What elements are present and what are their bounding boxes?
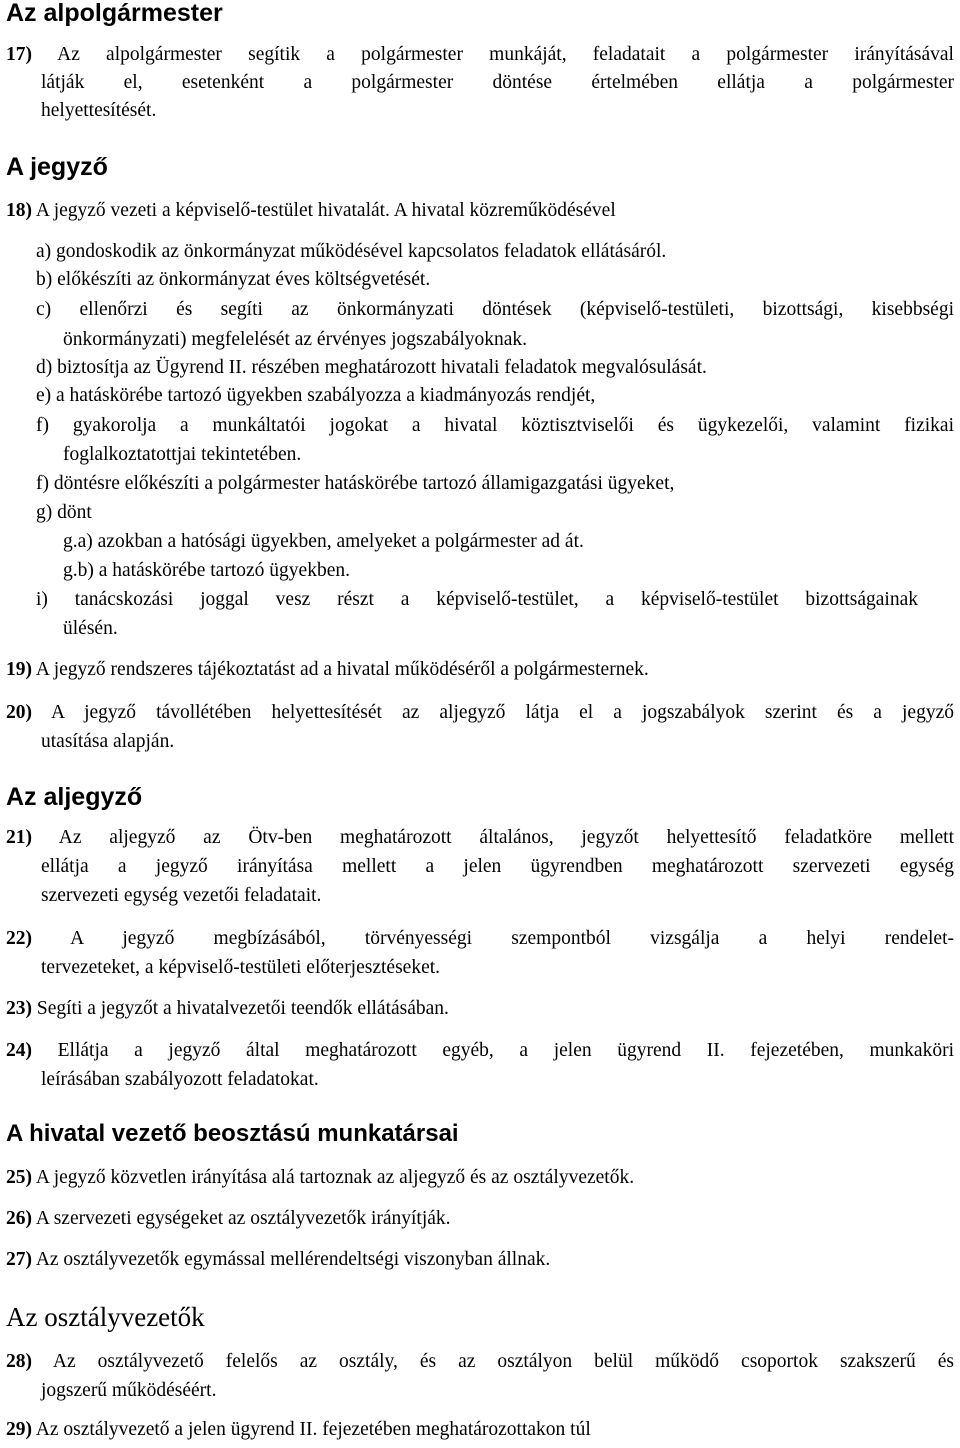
- section-18-item-g: g) dönt: [36, 502, 92, 523]
- section-number: 18): [6, 200, 32, 221]
- section-18-item-i-cont: ülésén.: [63, 618, 118, 639]
- section-number: 17): [6, 44, 32, 65]
- section-number: 24): [6, 1040, 32, 1061]
- section-29-line-1: 29) Az osztályvezető a jelen ügyrend II. fejezetében meghatározottakon túl: [6, 1419, 591, 1440]
- section-18-item-b: b) előkészíti az önkormányzat éves költségvetését.: [36, 269, 431, 290]
- section-number: 19): [6, 659, 32, 680]
- section-17-line-2: látják el, esetenként a polgármester döntése értelmében ellátja a polgármester: [41, 72, 954, 93]
- section-number: 25): [6, 1167, 32, 1188]
- section-20-line-1: 20) A jegyző távollétében helyettesítését az aljegyző látja el a jogszabályok szerint és a jegyző: [6, 702, 954, 723]
- section-18-item-ga: g.a) azokban a hatósági ügyekben, amelyeket a polgármester ad át.: [63, 531, 584, 552]
- section-21-line-1: 21) Az aljegyző az Ötv-ben meghatározott általános, jegyzőt helyettesítő feladatköre mellett: [6, 827, 954, 848]
- section-28-line-2: jogszerű működéséért.: [41, 1380, 217, 1401]
- section-23-line-1: 23) Segíti a jegyzőt a hivatalvezetői teendők ellátásában.: [6, 998, 449, 1019]
- section-21-line-3: szervezeti egység vezetői feladatait.: [41, 885, 322, 906]
- section-18-item-f: f) gyakorolja a munkáltatói jogokat a hivatal köztisztviselői és ügykezelői, valamint fizikai: [36, 415, 954, 436]
- section-17-line-1: 17) Az alpolgármester segítik a polgármester munkáját, feladatait a polgármester irányításával: [6, 44, 954, 65]
- section-number: 23): [6, 998, 32, 1019]
- heading-osztalyvezetok: Az osztályvezetők: [6, 1302, 205, 1332]
- section-18-item-f-cont: foglalkoztatottjai tekintetében.: [63, 444, 302, 465]
- heading-alpolgarmester: Az alpolgármester: [6, 0, 223, 27]
- section-number: 26): [6, 1208, 32, 1229]
- section-24-line-2: leírásában szabályozott feladatokat.: [41, 1069, 319, 1090]
- section-25-line-1: 25) A jegyző közvetlen irányítása alá tartoznak az aljegyző és az osztályvezetők.: [6, 1167, 635, 1188]
- section-26-line-1: 26) A szervezeti egységeket az osztályvezetők irányítják.: [6, 1208, 451, 1229]
- section-22-line-2: tervezeteket, a képviselő-testületi előterjesztéseket.: [41, 957, 441, 978]
- section-17-line-3: helyettesítését.: [41, 100, 157, 121]
- section-22-line-1: 22) A jegyző megbízásából, törvényességi szempontból vizsgálja a helyi rendelet-: [6, 928, 954, 949]
- section-28-line-1: 28) Az osztályvezető felelős az osztály, és az osztályon belül működő csoportok szakszerű és: [6, 1351, 954, 1372]
- section-18-item-e: e) a hatáskörébe tartozó ügyekben szabályozza a kiadmányozás rendjét,: [36, 385, 596, 406]
- section-18-item-a: a) gondoskodik az önkormányzat működésével kapcsolatos feladatok ellátásáról.: [36, 241, 667, 262]
- section-18-item-gb: g.b) a hatáskörébe tartozó ügyekben.: [63, 560, 350, 581]
- section-number: 28): [6, 1351, 32, 1372]
- section-18-item-i: i) tanácskozási joggal vesz részt a képviselő-testület, a képviselő-testület bizottságainak: [36, 589, 918, 610]
- section-18-item-f2: f) döntésre előkészíti a polgármester hatáskörébe tartozó államigazgatási ügyeket,: [36, 473, 675, 494]
- section-number: 21): [6, 827, 32, 848]
- section-number: 20): [6, 702, 32, 723]
- section-20-line-2: utasítása alapján.: [41, 731, 175, 752]
- section-18-item-c-cont: önkormányzati) megfelelését az érvényes jogszabályoknak.: [63, 329, 528, 350]
- section-18-item-c: c) ellenőrzi és segíti az önkormányzati döntések (képviselő-testületi, bizottsági, kisebbségi: [36, 299, 954, 320]
- heading-jegyzo: A jegyző: [6, 153, 108, 181]
- section-19-line-1: 19) A jegyző rendszeres tájékoztatást ad a hivatal működéséről a polgármesternek.: [6, 659, 649, 680]
- section-number: 29): [6, 1419, 32, 1440]
- section-24-line-1: 24) Ellátja a jegyző által meghatározott egyéb, a jelen ügyrend II. fejezetében, munkaköri: [6, 1040, 954, 1061]
- section-21-line-2: ellátja a jegyző irányítása mellett a jelen ügyrendben meghatározott szervezeti egység: [41, 856, 954, 877]
- section-18-item-d: d) biztosítja az Ügyrend II. részében meghatározott hivatali feladatok megvalósulását.: [36, 357, 707, 378]
- heading-hivatal: A hivatal vezető beosztású munkatársai: [6, 1120, 459, 1147]
- section-number: 27): [6, 1249, 32, 1270]
- section-number: 22): [6, 928, 32, 949]
- heading-aljegyzo: Az aljegyző: [6, 783, 143, 811]
- section-27-line-1: 27) Az osztályvezetők egymással mellérendeltségi viszonyban állnak.: [6, 1249, 551, 1270]
- section-18-intro: 18) A jegyző vezeti a képviselő-testület hivatalát. A hivatal közreműködésével: [6, 200, 616, 221]
